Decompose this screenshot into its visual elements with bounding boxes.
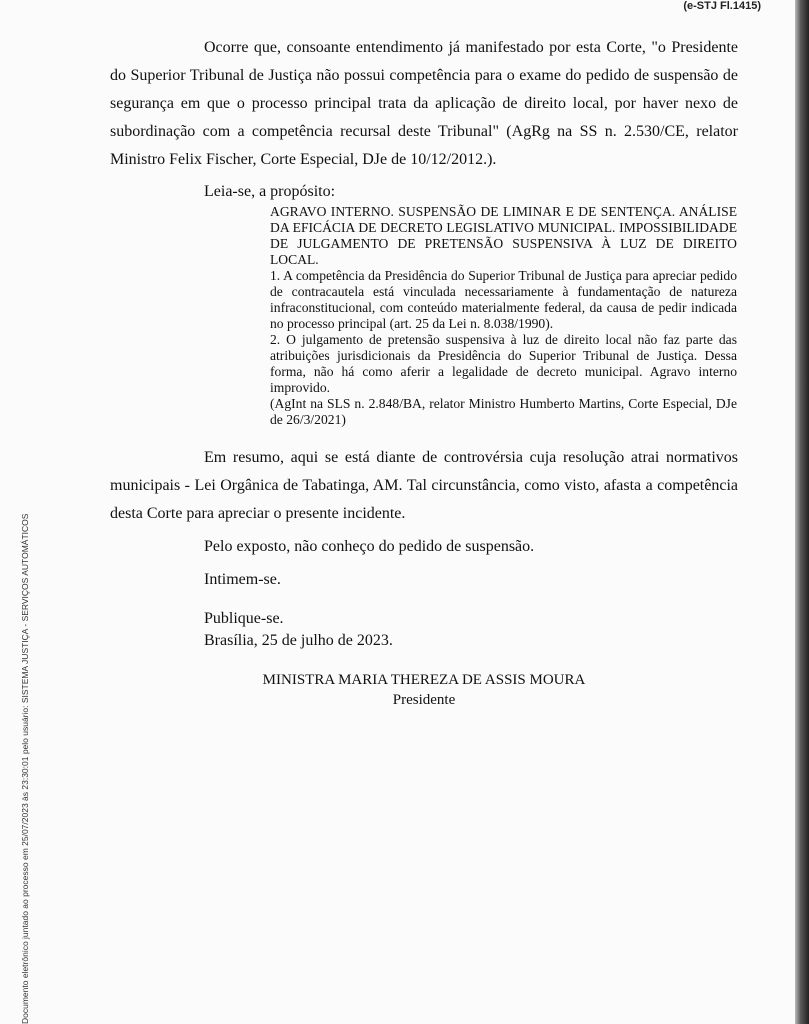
quote-citation: (AgInt na SLS n. 2.848/BA, relator Ministro Humberto Martins, Corte Especial, DJe de 26/3/2021): [270, 396, 737, 427]
page-reference: (e-STJ Fl.1415): [683, 0, 761, 12]
quoted-decision: [270, 204, 737, 428]
quote-item-2: 2. O julgamento de pretensão suspensiva à luz de direito local não faz parte das atribuições jurisdicionais da Presidência do Superior Tribunal de Justiça. Dessa forma, não há como aferir a legalidade de decreto municipal. Agravo interno improvido.: [270, 332, 737, 395]
place-date: Brasília, 25 de julho de 2023.: [204, 632, 393, 649]
page-shadow-edge: [795, 0, 809, 1024]
quote-item-1: 1. A competência da Presidência do Superior Tribunal de Justiça para apreciar pedido de contracautela está vinculada necessariamente à fundamentação de natureza infraconstitucional, com conteúdo materialmente federal, da causa de pedir indicada no processo principal (art. 25 da Lei n. 8.038/1990).: [270, 268, 737, 331]
signature-role: Presidente: [392, 692, 456, 708]
side-electronic-stamp: Documento eletrônico juntado ao processo em 25/07/2023 às 23:30:01 pelo usuário: SISTEMA JUSTIÇA - SERVIÇOS AUTOMÁTICOS: [20, 513, 30, 1024]
paragraph-intimem: Intimem-se.: [204, 571, 281, 588]
paragraph-pelo-exposto: Pelo exposto, não conheço do pedido de suspensão.: [204, 538, 535, 555]
leia-se-label: Leia-se, a propósito:: [204, 183, 336, 200]
signature-name: MINISTRA MARIA THEREZA DE ASSIS MOURA: [262, 672, 586, 688]
quote-ementa: AGRAVO INTERNO. SUSPENSÃO DE LIMINAR E DE SENTENÇA. ANÁLISE DA EFICÁCIA DE DECRETO LEGISLATIVO MUNICIPAL. IMPOSSIBILIDADE DE JULGAMENTO DE PRETENSÃO SUSPENSIVA À LUZ DE DIREITO LOCAL.: [270, 204, 737, 267]
paragraph-summary: Em resumo, aqui se está diante de controvérsia cuja resolução atrai normativos municipais - Lei Orgânica de Tabatinga, AM. Tal circunstância, como visto, afasta a competência desta Corte para apreciar o presente incidente.: [110, 449, 738, 522]
paragraph-publique: Publique-se.: [204, 610, 284, 627]
paragraph-competence: Ocorre que, consoante entendimento já manifestado por esta Corte, "o Presidente do Superior Tribunal de Justiça não possui competência para o exame do pedido de suspensão de segurança em que o processo principal trata da aplicação de direito local, por haver nexo de subordinação com a competência recursal deste Tribunal" (AgRg na SS n. 2.530/CE, relator Ministro Felix Fischer, Corte Especial, DJe de 10/12/2012.).: [110, 39, 738, 168]
